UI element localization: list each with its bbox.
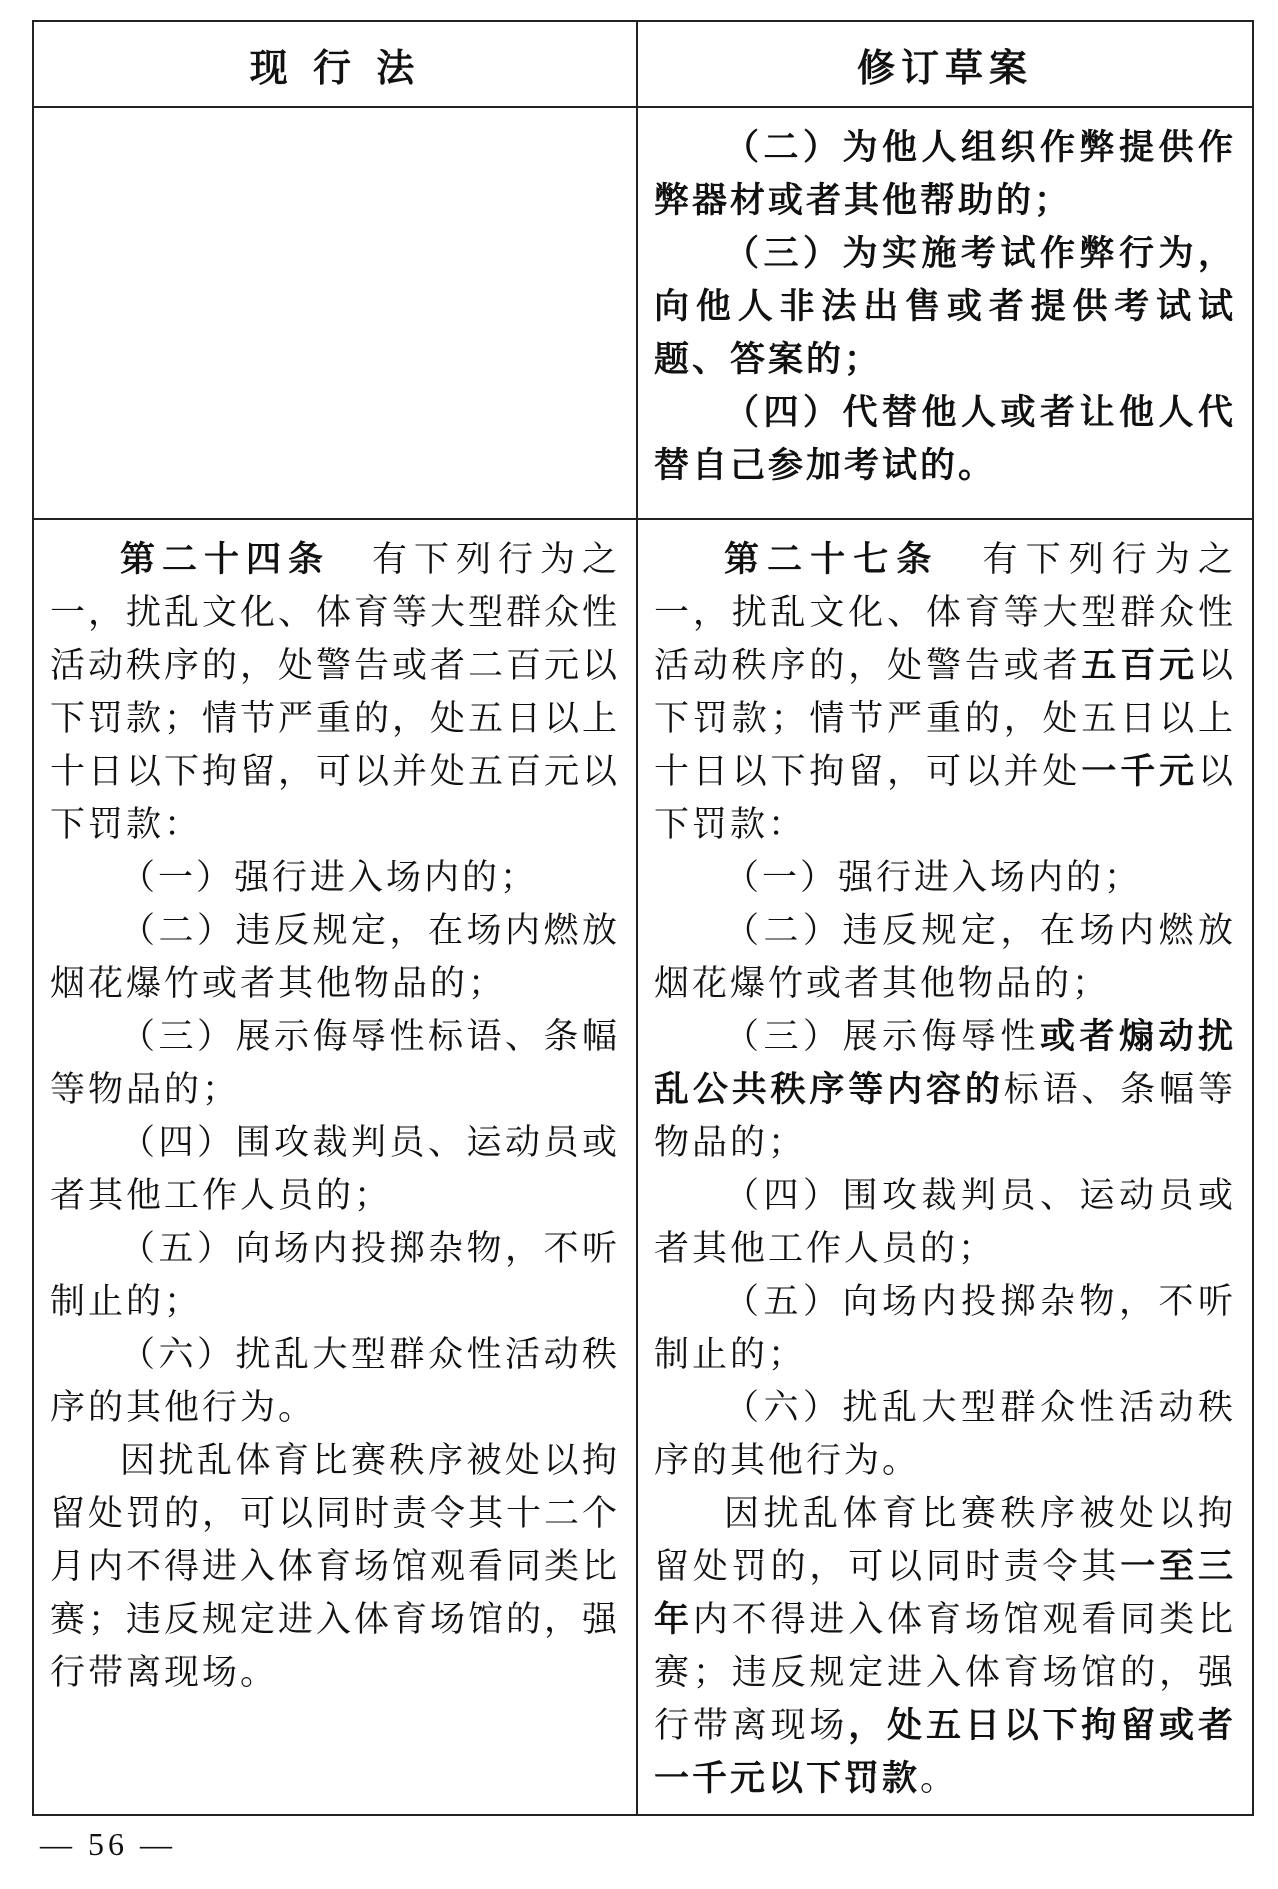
table-header-row [33,21,1253,107]
table-row [33,107,1253,519]
text-run: （二）违反规定，在场内燃放烟花爆竹或者其他物品的； [654,911,1236,1004]
paragraph [50,1223,620,1329]
bold-text-run: （二）为他人组织作弊提供作弊器材或者其他帮助的； [654,128,1236,221]
text-run: 标语、条幅等物品的； [654,1070,1236,1163]
bold-text-run: （四）代替他人或者让他人代替自己参加考试的。 [654,393,1236,486]
text-run: （五）向场内投掷杂物，不听制止的； [50,1229,620,1322]
paragraph [654,1488,1236,1806]
paragraph [654,1011,1236,1170]
text-run: （三）展示侮辱性标语、条幅等物品的； [50,1017,620,1110]
paragraph [50,534,620,852]
comparison-sheet [32,20,1252,1816]
bold-text-run: 第二十四条 [120,540,330,580]
text-run: （六）扰乱大型群众性活动秩序的其他行为。 [654,1388,1236,1481]
text-run: 。 [920,1759,959,1799]
paragraph [654,534,1236,852]
row1-revision-draft-cell [637,107,1253,519]
text-run: （一）强行进入场内的； [120,858,539,898]
paragraph [654,852,1236,905]
text-run: 内不得进入体育场馆观看同类比赛；违反规定进入体育场馆的，强行带离现场 [654,1600,1236,1746]
row2-current-law-cell [33,519,637,1815]
table-row [33,519,1253,1815]
bold-text-run: 五百元 [1081,646,1198,686]
text-run: 因扰乱体育比赛秩序被处以拘留处罚的，可以同时责令其十二个月内不得进入体育场馆观看同类比赛；违反规定进入体育场馆的，强行带离现场。 [50,1441,621,1693]
paragraph [654,122,1236,228]
paragraph [50,1435,620,1700]
row2-revision-draft-cell [637,519,1253,1815]
bold-text-run: （三）为实施考试作弊行为，向他人非法出售或者提供考试试题、答案的； [654,234,1236,380]
page-number: — 56 — [40,1826,176,1862]
text-run: （三）展示侮辱性 [724,1017,1040,1057]
paragraph [50,1011,620,1117]
paragraph [654,1170,1236,1276]
text-run: 有下列行为之一，扰乱文化、体育等大型群众性活动秩序的，处警告或者 [654,540,1236,686]
text-run: （五）向场内投掷杂物，不听制止的； [654,1282,1236,1375]
text-run: 以下罚款： [654,752,1236,845]
paragraph [654,1382,1236,1488]
bold-text-run: 或者煽动扰乱公共秩序等内容的 [654,1017,1236,1110]
comparison-table [32,20,1254,1816]
paragraph [654,228,1236,387]
text-run: 以下罚款；情节严重的，处五日以上十日以下拘留，可以并处 [654,646,1236,792]
text-run: 有下列行为之一，扰乱文化、体育等大型群众性活动秩序的，处警告或者二百元以下罚款；情节严重的，处五日以上十日以下拘留，可以并处五百元以下罚款： [50,540,621,845]
text-run: 因扰乱体育比赛秩序被处以拘留处罚的，可以同时责令其 [654,1494,1236,1587]
row1-current-law-cell [33,107,637,519]
header-revision-draft: 修订草案 [637,21,1253,107]
text-run: （二）违反规定，在场内燃放烟花爆竹或者其他物品的； [50,911,620,1004]
bold-text-run: ，处五日以下拘留或者一千元以下罚款 [654,1706,1236,1799]
paragraph [50,852,620,905]
text-run: （四）围攻裁判员、运动员或者其他工作人员的； [50,1123,620,1216]
text-run: （一）强行进入场内的； [724,858,1143,898]
bold-text-run: 第二十七条 [724,540,940,580]
paragraph [50,1329,620,1435]
paragraph [50,905,620,1011]
paragraph [654,1276,1236,1382]
bold-text-run: 一至三年 [654,1547,1236,1640]
paragraph [654,387,1236,493]
paragraph [50,1117,620,1223]
text-run: （四）围攻裁判员、运动员或者其他工作人员的； [654,1176,1236,1269]
text-run: （六）扰乱大型群众性活动秩序的其他行为。 [50,1335,620,1428]
header-current-law: 现 行 法 [33,21,637,107]
paragraph [654,905,1236,1011]
bold-text-run: 一千元 [1081,752,1198,792]
